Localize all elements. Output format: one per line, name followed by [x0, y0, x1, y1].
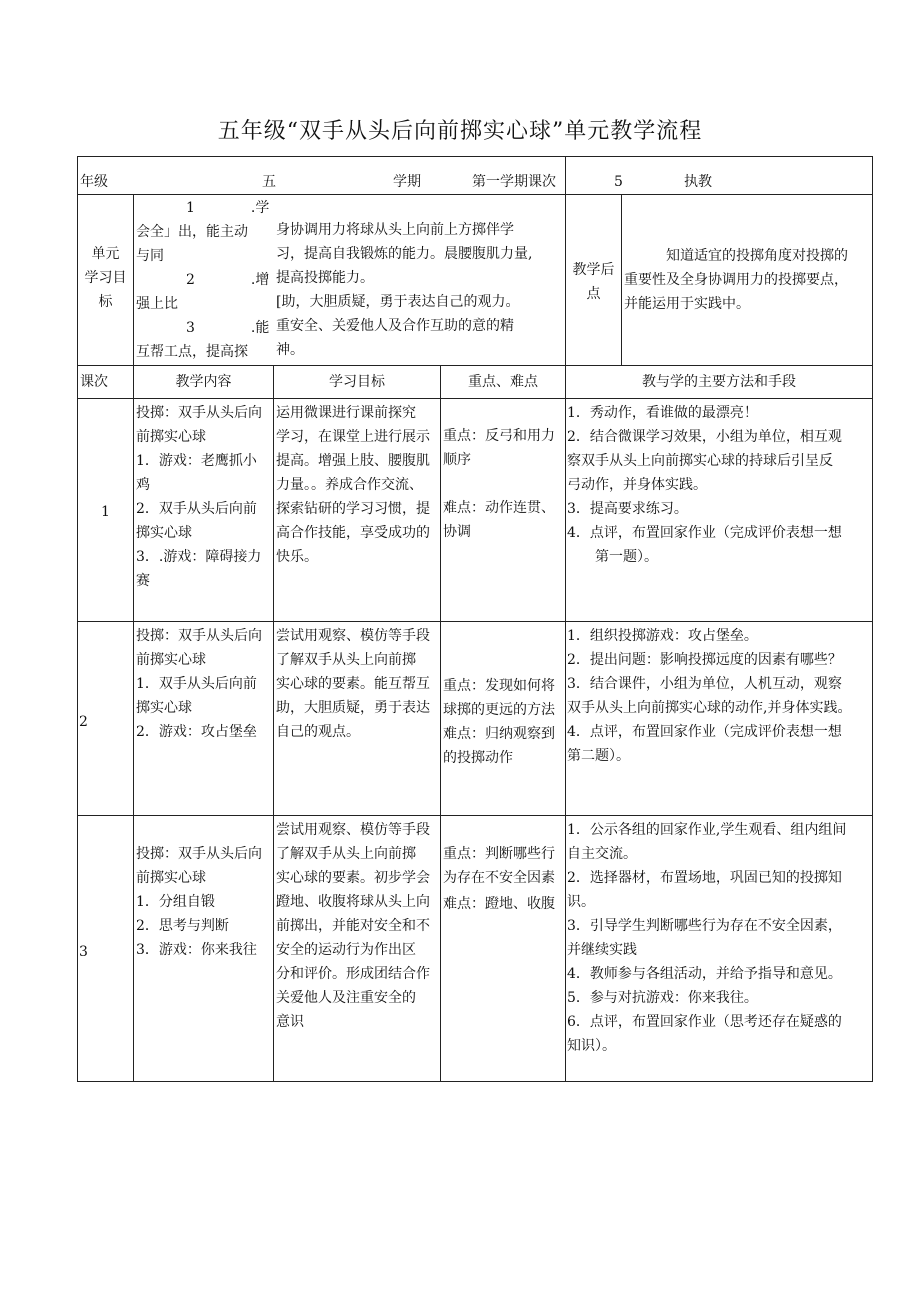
lesson-3-methods: 1．公示各组的回家作业,学生观看、组内组间 自主交流。 2．选择器材，布置场地，巩固已知的投掷知 识。 3．引导学生判断哪些行为存在不安全因素， 并继续实践 4．教师参与各组活动，并给予指导和意见。 5．参与对抗游戏：你来我往。 6．点评，布置回家作业（思考还存在疑惑的 知识）。 — [567, 822, 847, 1054]
semester-label: 学期 — [393, 174, 421, 190]
lesson-2-objective: 尝试用观察、模仿等手段 了解双手从头上向前掷 实心球的要素。能互帮互 助，大胆质疑，勇于表达 自己的观点。 — [276, 628, 430, 740]
column-header-lesson: 课次 — [80, 374, 108, 390]
lesson-2-key-points: 重点：发现如何将 球掷的更远的方法 难点：归纳观察到 的投掷动作 — [443, 678, 555, 766]
lesson-3-key-points: 重点：判断哪些行 为存在不安全因素 难点：蹬地、收腹 — [443, 846, 555, 912]
lesson-1-methods: 1．秀动作，看谁做的最漂亮！ 2．结合微课学习效果，小组为单位，相互观 察双手从头上向前掷实心球的持球后引呈反 弓动作，并身体实践。 3．提高要求练习。 4．点评，布置回家作业（完成评价表想一想 第一题）。 — [567, 405, 842, 565]
lesson-1-number: 1 — [101, 504, 110, 520]
teacher-label: 执教 — [684, 174, 712, 190]
column-header-objective: 学习目标 — [329, 374, 385, 390]
lesson-count: 5 — [614, 174, 623, 190]
unit-goals-left: 1 .学 会全」出，能主动 与同 2 .增 强上比 3 .能 互帮工点，提高探 — [136, 200, 270, 360]
grade-value: 五 — [262, 174, 276, 190]
after-teaching-label: 教学后 点 — [572, 262, 615, 302]
lesson-1-content: 投掷：双手从头后向 前掷实心球 1．游戏：老鹰抓小 鸡 2．双手从头后向前 掷实心球 3．.游戏：障碍接力 赛 — [136, 405, 262, 589]
after-teaching-text: 知道适宜的投掷角度对投掷的 重要性及全身协调用力的投掷要点， 并能运用于实践中。 — [624, 248, 848, 312]
grade-label: 年级 — [80, 174, 108, 190]
lesson-2-methods: 1．组织投掷游戏：攻占堡垒。 2．提出问题：影响投掷远度的因素有哪些？ 3．结合课件，小组为单位，人机互动，观察 双手从头上向前掷实心球的动作,并身体实践。 4．点评，布置回家作业（完成评价表想一想 第二题）。 — [567, 628, 852, 764]
column-header-methods: 教与学的主要方法和手段 — [642, 374, 796, 390]
lesson-2-content: 投掷：双手从头后向 前掷实心球 1．双手从头后向前 掷实心球 2．游戏：攻占堡垒 — [136, 628, 262, 740]
unit-goals-label: 单元 学习目 标 — [84, 246, 127, 310]
column-header-key: 重点、难点 — [468, 374, 538, 390]
lesson-3-objective: 尝试用观察、模仿等手段 了解双手从头上向前掷 实心球的要素。初步学会 蹬地、收腹将球从头上向 前掷出，并能对安全和不 安全的运动行为作出区 分和评价。形成团结合作 关爱他人及注重安全的 意识 — [276, 822, 430, 1030]
lesson-2-number: 2 — [79, 714, 88, 730]
page-title: 五年级“双手从头后向前掷实心球”单元教学流程 — [217, 119, 703, 144]
lesson-3-content: 投掷：双手从头后向 前掷实心球 1．分组自锻 2．思考与判断 3．游戏：你来我往 — [136, 846, 262, 958]
lesson-3-number: 3 — [79, 944, 88, 960]
semester-value: 第一学期课次 — [472, 174, 556, 190]
lesson-1-objective: 运用微课进行课前探究 学习，在课堂上进行展示 提高。增强上肢、腰腹肌 力量。。养成合作交流、 探索钻研的学习习惯，提 高合作技能，享受成功的 快乐。 — [276, 405, 430, 565]
unit-goals-right: 身协调用力将球从头上向前上方掷伴学 习，提高自我锻炼的能力。晨腰腹肌力量, 提高投掷能力。 [助，大胆质疑，勇于表达自己的观力。 重安全、关爱他人及合作互助的意的精 神。 — [276, 222, 533, 358]
lesson-1-key-points: 重点：反弓和用力 顺序 难点：动作连贯、 协调 — [443, 428, 555, 540]
column-header-content: 教学内容 — [175, 374, 232, 390]
